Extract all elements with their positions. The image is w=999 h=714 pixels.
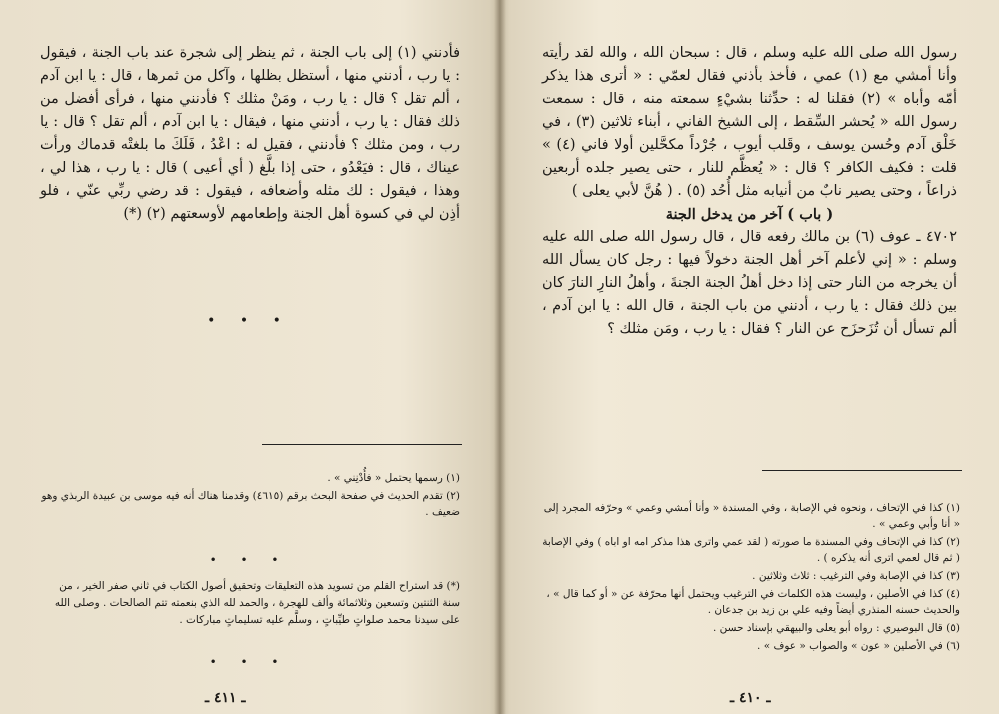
left-body-paragraph: فأدنني (١) إلى باب الجنة ، ثم ينظر إلى شجرة عند باب الجنة ، فيقول : يا رب ، أدنني منها ، أستظل بظلها ، وآكل من ثمرها ، قال : يا ابن آدم ، ألم تقل ؟ قال : يا رب ، ومَنْ مثلك ؟ فأدنني منها ، فرأى أفضل من ذلك فقال : يا رب ، أدنني منها ، فيقال : يا ابن آدم ، ألم تقل ؟ قال : يا رب ، ومن مثلك ؟ فأدنني ، فقيل له : اعْدُ ، فَلَكَ ما بلغتْه قدماك ورأت عيناك ، قال : فيَعْدُو ، حتى إذا بلَّغ ( أي أعيى ) قال : يا رب ، هذا لي ، وهذا ، فيقول : لك مثله وأضعافه ، فيقول : قد رضي ربِّي عنّي ، فلو أذِن لي في كسوة أهل الجنة وإطعامهم لأوسعتهم (٢) (*) bbox=[40, 45, 460, 222]
chapter-heading: ( باب ) آخر من يدخل الجنة bbox=[665, 206, 834, 223]
page-number: ـ ٤١١ ـ bbox=[205, 690, 246, 706]
right-page-body bbox=[542, 42, 957, 341]
left-footnotes bbox=[40, 470, 460, 522]
separator-stars: • • • bbox=[209, 553, 289, 567]
right-page bbox=[500, 0, 999, 714]
right-footnotes bbox=[540, 500, 960, 656]
footnote: (٢) كذا في الإتحاف وفي المسندة ما صورته ( لقد عمي واترى هذا مذكر امه او اباه ) وفي الإصابة ( ثم قال لعمي اترى أنه يذكره ) . bbox=[542, 536, 960, 564]
left-page bbox=[0, 0, 498, 714]
separator-stars: • • • bbox=[207, 313, 291, 329]
page-number: ـ ٤١٠ ـ bbox=[730, 690, 771, 706]
right-body-intro: رسول الله صلى الله عليه وسلم ، قال : سبحان الله ، والله لقد رأيته وأنا أمشي مع (١) عمي ، فأخذ بأذني فقال لعمّي : « أترى هذا يذكر أمّه وأباه » (٢) فقلنا له : حدِّثنا بشيْءٍ سمعته منه ، قال : سمعت رسول الله « يُحشر السِّقط ، إلى الشيخ الفاني ، أبناء ثلاثين (٣) ، في خَلْق آدم وحُسن يوسف ، وقَلب أيوب ، جُرْداً مكحَّلين أولا فاني (٤) » قلت : فكيف الكافر ؟ قال : « يُعظَّم للنار ، حتى يصير جلده أربعين ذراعاً ، وحتى يصير نابٌ من أنيابه مثل أُحُد (٥) . ( هُنَّ لأبي يعلى ) bbox=[542, 45, 957, 199]
footnote: (٣) كذا في الإصابة وفي الترغيب : ثلاث وثلاثين . bbox=[752, 570, 960, 582]
footnote-rule bbox=[262, 444, 462, 445]
separator-stars: • • • bbox=[209, 655, 289, 669]
footnote: (٦) في الأصلين « عون » والصواب « عوف » . bbox=[757, 640, 960, 652]
footnote: (٢) تقدم الحديث في صفحة البحث برقم (٤٦١٥) وقدمنا هناك أنه فيه موسى بن عبيدة الربذي وهو ضعيف . bbox=[41, 490, 460, 518]
footnote-rule bbox=[762, 470, 962, 471]
hadith-paragraph: ٤٧٠٢ ـ عوف (٦) بن مالك رفعه قال ، قال رسول الله صلى الله عليه وسلم : « إني لأعلم آخر أهل الجنة دخولاً فيها : رجل كان يسأل الله أن يخرجه من النار حتى إذا دخل أهلُ الجنة الجنةَ ، وأهلُ النارِ النارَ كان بين ذلك فقال : يا رب ، أدنني من باب الجنة ، قال الله : يا ابن آدم ، ألم تسأل أن تُزَحزَح عن النار ؟ فقال : يا رب ، ومَن مثلك ؟ bbox=[542, 229, 958, 337]
closing-note: (*) قد استراح القلم من تسويد هذه التعليقات وتحقيق أصول الكتاب في ثاني صفر الخير ، من سنة الثنتين وتسعين وثلاثمائة وألف للهجرة ، والحمد لله الذي بنعمته تتم الصالحات . وصلى الله على سيدنا محمد صلواتٍ طيِّباتٍ ، وسلَّم عليه تسليماتٍ مباركات . bbox=[54, 580, 460, 626]
footnote: (١) رسمها يحتمل « فأُدْنِني » . bbox=[327, 472, 460, 484]
left-page-body bbox=[40, 42, 460, 226]
footnote: (١) كذا في الإتحاف ، ونحوه في الإصابة ، وفي المسندة « وأنا أمشي وعمي » وحرّفه المجرد إلى « أنا وأبي وعمي » . bbox=[543, 502, 960, 530]
footnote: (٤) كذا في الأصلين ، وليست هذه الكلمات في الترغيب ويحتمل أنها محرّفة عن « أو كما قال » ، والحديث حسنه المنذري أيضاً وفيه علي بن زيد بن جدعان . bbox=[546, 588, 960, 616]
footnote: (٥) قال البوصيري : رواه أبو يعلى والبيهقي بإسناد حسن . bbox=[712, 622, 960, 634]
